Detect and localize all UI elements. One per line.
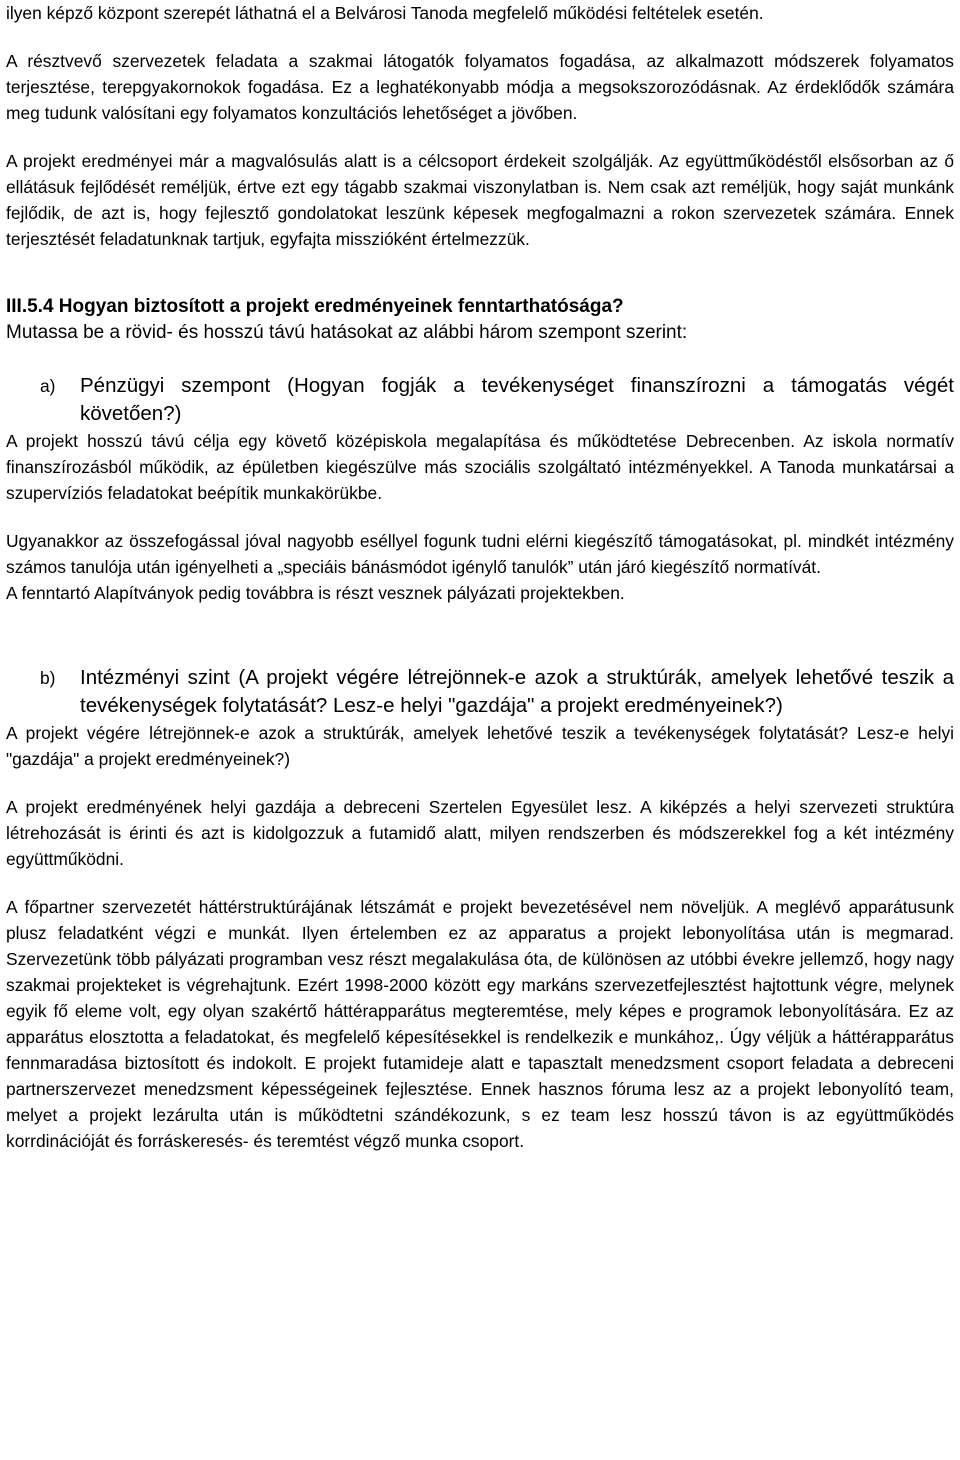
spacer — [6, 252, 954, 294]
spacer — [6, 346, 954, 372]
list-item-a-text: Pénzügyi szempont (Hogyan fogják a tevékenységet finanszírozni a támogatás végét követően?) — [80, 374, 954, 425]
spacer — [6, 126, 954, 148]
paragraph-institutional-question: A projekt végére létrejönnek-e azok a struktúrák, amelyek lehetővé teszik a tevékenységek folytatását? Lesz-e helyi "gazdája" a projekt eredményeinek?) — [6, 723, 954, 769]
list-item-b-text: Intézményi szint (A projekt végére létrejönnek-e azok a struktúrák, amelyek lehetővé teszik a tevékenységek folytatását? Lesz-e helyi "gazdája" a projekt eredményeinek?) — [80, 666, 954, 717]
paragraph-foundations: A fenntartó Alapítványok pedig továbbra is részt vesznek pályázati projektekben. — [6, 583, 625, 603]
list-item-a — [6, 372, 954, 428]
spacer — [6, 772, 954, 794]
section-subheading: Mutassa be a rövid- és hosszú távú hatásokat az alábbi három szempont szerint: — [6, 322, 688, 343]
paragraph-main-partner: A főpartner szervezetét háttérstruktúrájának létszámát e projekt bevezetésével nem növeljük. A meglévő apparátusunk plusz feladatként végzi e munkát. Ilyen értelemben ez az apparatus a projekt lebonyolítása után is megmarad. Szervezetünk több pályázati programban vesz részt megalakulása óta, de különösen az utóbbi évekre jellemző, hogy nagy szakmai projekteket is végrehajtunk. Ezért 1998-2000 között egy markáns szervezetfejlesztést hajtottunk végre, melynek egyik fő eleme volt, egy olyan szakértő háttérapparátus megteremtése, mely képes e programok lebonyolítására. Ez az apparátus elosztotta a feladatokat, és megfelelő képesítésekkel is rendelkezik e munkához,. Úgy véljük a háttérapparátus fennmaradása biztosított és indokolt. E projekt futamideje alatt e tapasztalt menedzsment csoport feladata a debreceni partnerszervezet menedzsment képességeinek fejlesztése. Ennek hasznos fóruma lesz az a projekt lebonyolító team, melyet a projekt lezárulta után is működtetni szándékozunk, s ez team lesz hosszú távon is az együttműködés korrdinációját és forráskeresés- és teremtést végző munka csoport. — [6, 897, 954, 1151]
list-marker-b: b) — [40, 668, 56, 688]
paragraph-financial: A projekt hosszú távú célja egy követő középiskola megalapítása és működtetése Debrecenben. Az iskola normatív finanszírozásból működik, az épületben kiegészülve más szociális szolgáltató intézményekkel. A Tanoda munkatársai a szupervíziós feladatokat beépítik munkakörükbe. — [6, 431, 954, 503]
spacer — [6, 26, 954, 48]
paragraph-local-owner: A projekt eredményének helyi gazdája a debreceni Szertelen Egyesület lesz. A kiképzés a helyi szervezeti struktúra létrehozását is érinti és azt is kidolgozzuk a futamidő alatt, milyen rendszerben és módszerekkel fog a két intézmény együttműködni. — [6, 797, 954, 869]
paragraph-intro-continuation: ilyen képző központ szerepét láthatná el a Belvárosi Tanoda megfelelő működési feltételek esetén. — [6, 3, 764, 23]
paragraph-participants: A résztvevő szervezetek feladata a szakmai látogatók folyamatos fogadása, az alkalmazott módszerek folyamatos terjesztése, terepgyakornokok fogadása. Ez a leghatékonyabb módja a megsokszorozódásnak. Az érdeklődők számára meg tudunk valósítani egy folyamatos konzultációs lehetőséget a jövőben. — [6, 51, 954, 123]
spacer — [6, 506, 954, 528]
paragraph-additional-support: Ugyanakkor az összefogással jóval nagyobb eséllyel fogunk tudni elérni kiegészítő támogatásokat, pl. mindkét intézmény számos tanulója után igényelheti a „speciáis bánásmódot igénylő tanulók” után járó kiegészítő normatívát. — [6, 531, 954, 577]
spacer — [6, 872, 954, 894]
list-marker-a: a) — [40, 376, 56, 396]
paragraph-results: A projekt eredményei már a magvalósulás alatt is a célcsoport érdekeit szolgálják. Az együttműködéstől elsősorban az ő ellátásuk fejlődését reméljük, értve ezt egy tágabb szakmai viszonylatban is. Nem csak azt reméljük, hogy saját munkánk fejlődik, de azt is, hogy fejlesztő gondolatokat leszünk képesek megfogalmazni a rokon szervezetek számára. Ennek terjesztését feladatunknak tartjuk, egyfajta misszióként értelmezzük. — [6, 151, 954, 249]
spacer — [6, 606, 954, 664]
section-heading: III.5.4 Hogyan biztosított a projekt eredményeinek fenntarthatósága? — [6, 296, 624, 317]
list-item-b — [6, 664, 954, 720]
